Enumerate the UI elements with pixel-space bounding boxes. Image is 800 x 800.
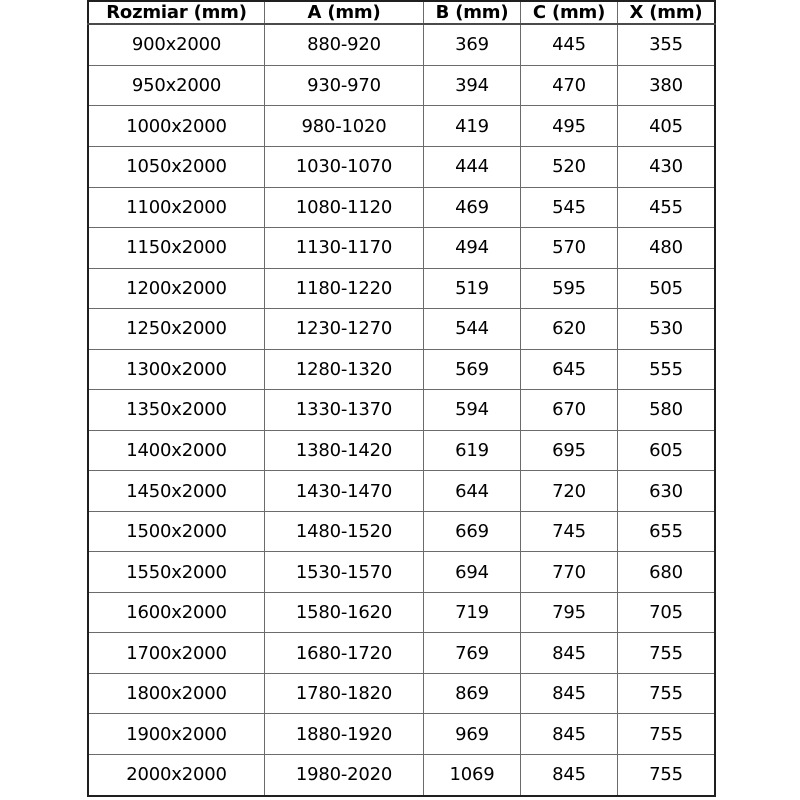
table-cell: 569 xyxy=(424,349,521,390)
table-cell: 444 xyxy=(424,147,521,188)
table-cell: 669 xyxy=(424,511,521,552)
table-row xyxy=(88,309,715,350)
table-cell: 755 xyxy=(618,714,716,755)
table-cell: 770 xyxy=(521,552,618,593)
table-row xyxy=(88,754,715,796)
table-cell: 355 xyxy=(618,24,716,65)
table-cell: 1480-1520 xyxy=(265,511,424,552)
table-cell: 470 xyxy=(521,65,618,106)
table-cell: 980-1020 xyxy=(265,106,424,147)
table-row xyxy=(88,106,715,147)
table-cell: 795 xyxy=(521,592,618,633)
column-header: A (mm) xyxy=(265,1,424,24)
table-cell: 570 xyxy=(521,228,618,269)
table-cell: 1380-1420 xyxy=(265,430,424,471)
table-cell: 1400x2000 xyxy=(88,430,265,471)
table-row xyxy=(88,673,715,714)
table-cell: 445 xyxy=(521,24,618,65)
table-cell: 1550x2000 xyxy=(88,552,265,593)
table-cell: 719 xyxy=(424,592,521,633)
table-cell: 1330-1370 xyxy=(265,390,424,431)
table-cell: 745 xyxy=(521,511,618,552)
table-row xyxy=(88,349,715,390)
table-cell: 950x2000 xyxy=(88,65,265,106)
table-cell: 1430-1470 xyxy=(265,471,424,512)
table-cell: 630 xyxy=(618,471,716,512)
table-cell: 1900x2000 xyxy=(88,714,265,755)
table-row xyxy=(88,147,715,188)
table-cell: 1180-1220 xyxy=(265,268,424,309)
table-cell: 394 xyxy=(424,65,521,106)
table-cell: 555 xyxy=(618,349,716,390)
table-cell: 645 xyxy=(521,349,618,390)
table-cell: 1030-1070 xyxy=(265,147,424,188)
table-cell: 845 xyxy=(521,673,618,714)
table-cell: 900x2000 xyxy=(88,24,265,65)
table-cell: 755 xyxy=(618,673,716,714)
table-row xyxy=(88,714,715,755)
table-cell: 1130-1170 xyxy=(265,228,424,269)
table-row xyxy=(88,471,715,512)
table-cell: 405 xyxy=(618,106,716,147)
table-row xyxy=(88,390,715,431)
table-cell: 644 xyxy=(424,471,521,512)
table-cell: 969 xyxy=(424,714,521,755)
table-cell: 845 xyxy=(521,714,618,755)
table-cell: 1530-1570 xyxy=(265,552,424,593)
table-cell: 655 xyxy=(618,511,716,552)
table-cell: 755 xyxy=(618,754,716,796)
table-cell: 1069 xyxy=(424,754,521,796)
table-row xyxy=(88,552,715,593)
table-cell: 1280-1320 xyxy=(265,349,424,390)
table-row xyxy=(88,633,715,674)
table-cell: 1600x2000 xyxy=(88,592,265,633)
table-cell: 594 xyxy=(424,390,521,431)
table-cell: 705 xyxy=(618,592,716,633)
table-row xyxy=(88,187,715,228)
column-header: B (mm) xyxy=(424,1,521,24)
table-cell: 1680-1720 xyxy=(265,633,424,674)
table-cell: 1300x2000 xyxy=(88,349,265,390)
table-cell: 595 xyxy=(521,268,618,309)
table-cell: 695 xyxy=(521,430,618,471)
table-cell: 1250x2000 xyxy=(88,309,265,350)
table-cell: 1150x2000 xyxy=(88,228,265,269)
table-cell: 1450x2000 xyxy=(88,471,265,512)
table-cell: 469 xyxy=(424,187,521,228)
table-cell: 419 xyxy=(424,106,521,147)
size-dimension-table xyxy=(87,0,716,797)
table-row xyxy=(88,24,715,65)
table-cell: 1800x2000 xyxy=(88,673,265,714)
table-cell: 480 xyxy=(618,228,716,269)
table-cell: 1700x2000 xyxy=(88,633,265,674)
table-cell: 580 xyxy=(618,390,716,431)
table-cell: 545 xyxy=(521,187,618,228)
table-cell: 505 xyxy=(618,268,716,309)
table-cell: 880-920 xyxy=(265,24,424,65)
table-cell: 430 xyxy=(618,147,716,188)
table-cell: 1000x2000 xyxy=(88,106,265,147)
table-cell: 680 xyxy=(618,552,716,593)
table-row xyxy=(88,430,715,471)
table-cell: 845 xyxy=(521,633,618,674)
table-cell: 694 xyxy=(424,552,521,593)
table-cell: 2000x2000 xyxy=(88,754,265,796)
table-cell: 1200x2000 xyxy=(88,268,265,309)
table-cell: 1500x2000 xyxy=(88,511,265,552)
table-row xyxy=(88,65,715,106)
table-cell: 519 xyxy=(424,268,521,309)
table-cell: 845 xyxy=(521,754,618,796)
table-cell: 530 xyxy=(618,309,716,350)
table-cell: 1230-1270 xyxy=(265,309,424,350)
table-cell: 494 xyxy=(424,228,521,269)
table-row xyxy=(88,268,715,309)
table-cell: 1880-1920 xyxy=(265,714,424,755)
table-cell: 930-970 xyxy=(265,65,424,106)
table-cell: 619 xyxy=(424,430,521,471)
table-body xyxy=(88,24,715,796)
table-cell: 720 xyxy=(521,471,618,512)
table-cell: 380 xyxy=(618,65,716,106)
column-header: Rozmiar (mm) xyxy=(88,1,265,24)
table-row xyxy=(88,511,715,552)
header-row xyxy=(88,1,715,24)
table-cell: 670 xyxy=(521,390,618,431)
table-cell: 1080-1120 xyxy=(265,187,424,228)
table-cell: 1580-1620 xyxy=(265,592,424,633)
table-cell: 455 xyxy=(618,187,716,228)
table-cell: 520 xyxy=(521,147,618,188)
column-header: X (mm) xyxy=(618,1,716,24)
table-cell: 620 xyxy=(521,309,618,350)
table-cell: 544 xyxy=(424,309,521,350)
table-cell: 495 xyxy=(521,106,618,147)
table-cell: 1050x2000 xyxy=(88,147,265,188)
table-head xyxy=(88,1,715,24)
table-row xyxy=(88,228,715,269)
table-cell: 1980-2020 xyxy=(265,754,424,796)
table-cell: 755 xyxy=(618,633,716,674)
table-row xyxy=(88,592,715,633)
table-cell: 369 xyxy=(424,24,521,65)
table-cell: 1100x2000 xyxy=(88,187,265,228)
table-cell: 605 xyxy=(618,430,716,471)
column-header: C (mm) xyxy=(521,1,618,24)
table-cell: 1350x2000 xyxy=(88,390,265,431)
table-cell: 769 xyxy=(424,633,521,674)
table-cell: 1780-1820 xyxy=(265,673,424,714)
table-cell: 869 xyxy=(424,673,521,714)
